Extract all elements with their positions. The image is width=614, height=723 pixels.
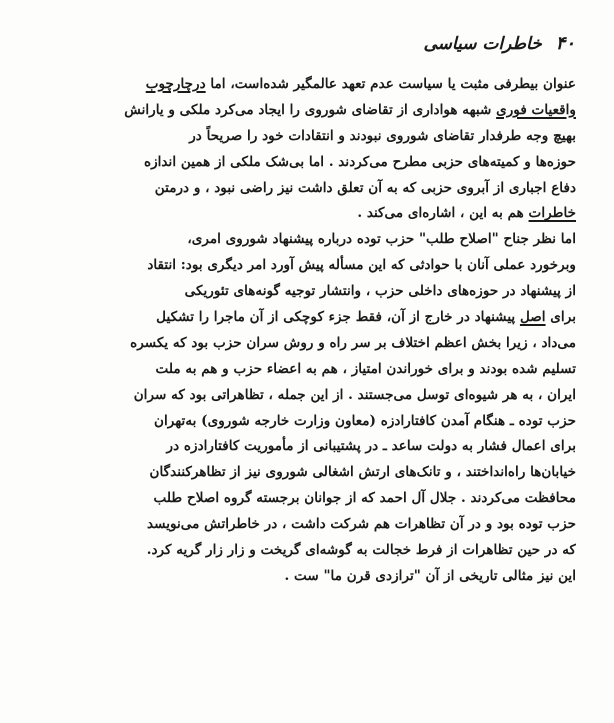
- text-segment: ایران ، به هر شیوه‌ای توسل می‌جستند . از این جمله ، تظاهراتی بود که سران: [133, 386, 576, 403]
- text-line: [30, 201, 576, 227]
- text-line: [30, 409, 576, 435]
- text-segment: می‌داد ، زیرا بخش اعظم اختلاف بر سر راه و روش سران حزب بود که یکسره: [130, 334, 576, 351]
- text-segment: حوزه‌ها و کمیته‌های حزبی مطرح می‌کردند . اما بی‌شک ملکی از همین اندازه: [143, 153, 576, 170]
- text-segment: اما نظر جناح "اصلاح طلب" حزب توده درباره پیشنهاد شوروی امری،: [187, 231, 576, 248]
- running-title: خاطرات سیاسی: [423, 34, 542, 54]
- text-segment: عنوان بیطرفی مثبت یا سیاست عدم تعهد عالمگیر شده‌است، اما: [205, 76, 576, 92]
- text-line: [30, 538, 576, 564]
- text-segment: برای اعمال فشار به دولت ساعد ـ در پشتیبانی از مأموریت کافتارادزه در: [166, 438, 576, 455]
- text-line: [30, 279, 576, 305]
- text-line: [30, 227, 576, 253]
- text-segment: حزب توده ـ هنگام آمدن کافتارادزه (معاون وزارت خارجه شوروی) به‌تهران: [154, 412, 576, 429]
- underlined-phrase: واقعیات فوری: [496, 101, 576, 118]
- underlined-phrase: درچارچوب: [145, 76, 206, 92]
- text-line: [30, 305, 576, 331]
- text-line: [30, 98, 576, 124]
- text-line: [30, 383, 576, 409]
- text-line: [30, 486, 576, 512]
- text-segment: محافظت می‌کردند . جلال آل احمد که از جوانان برجسته گروه اصلاح طلب: [153, 490, 576, 507]
- body-text: [30, 72, 576, 590]
- text-line: [30, 357, 576, 383]
- text-line: [30, 150, 576, 176]
- text-segment: بهیچ وجه طرفدار تقاضای شوروی نبودند و انتقادات خود را صریحاً در: [189, 127, 576, 144]
- text-line: [30, 253, 576, 279]
- text-line: [30, 176, 576, 202]
- underlined-phrase: اصل: [519, 309, 546, 326]
- text-segment: شبهه هواداری از تقاضای شوروی را ایجاد می‌کرد ملکی و یارانش: [124, 101, 497, 118]
- text-line: [30, 124, 576, 150]
- text-line: [30, 564, 576, 590]
- text-line: [30, 434, 576, 460]
- page-header: [380, 30, 575, 58]
- text-segment: هم به این ، اشاره‌ای می‌کند .: [357, 205, 529, 222]
- text-line: [30, 512, 576, 538]
- text-line: [30, 331, 576, 357]
- text-line: [30, 460, 576, 486]
- text-segment: برای: [545, 309, 576, 326]
- text-segment: خیابان‌ها راه‌انداختند ، و تانک‌های ارتش اشغالی شوروی نیز از تظاهرکنندگان: [149, 464, 576, 481]
- underlined-phrase: خاطرات: [528, 205, 576, 222]
- text-segment: پیشنهاد در خارج از آن، فقط جزء کوچکی از آن ماجرا را تشکیل: [156, 309, 520, 326]
- text-segment: تسلیم شده بودند و برای خوراندن امتیاز ، هم به اعضاء حزب و هم به ملت: [155, 360, 576, 377]
- text-segment: دفاع اجباری از آبروی حزبی که به آن تعلق داشت نیز راضی نبود ، و درمتن: [154, 179, 576, 196]
- text-segment: که در حین تظاهرات از فرط خجالت به گوشه‌ای گریخت و زار زار گریه کرد.: [146, 542, 576, 559]
- text-segment: این نیز مثالی تاریخی از آن "ترازدی قرن ما" ست .: [284, 567, 576, 584]
- text-segment: حزب توده بود و در آن تظاهرات هم شرکت داشت ، در خاطراتش می‌نویسد: [146, 516, 576, 533]
- text-line: [30, 72, 576, 98]
- text-segment: وبرخورد عملی آنان با حوادثی که این مسأله پیش آورد امر دیگری بود: انتقاد: [147, 257, 576, 274]
- page-number: ۴۰: [555, 33, 575, 54]
- text-segment: از پیشنهاد در حوزه‌های داخلی حزب ، وانتشار توجیه گونه‌های تئوریکی: [184, 283, 576, 300]
